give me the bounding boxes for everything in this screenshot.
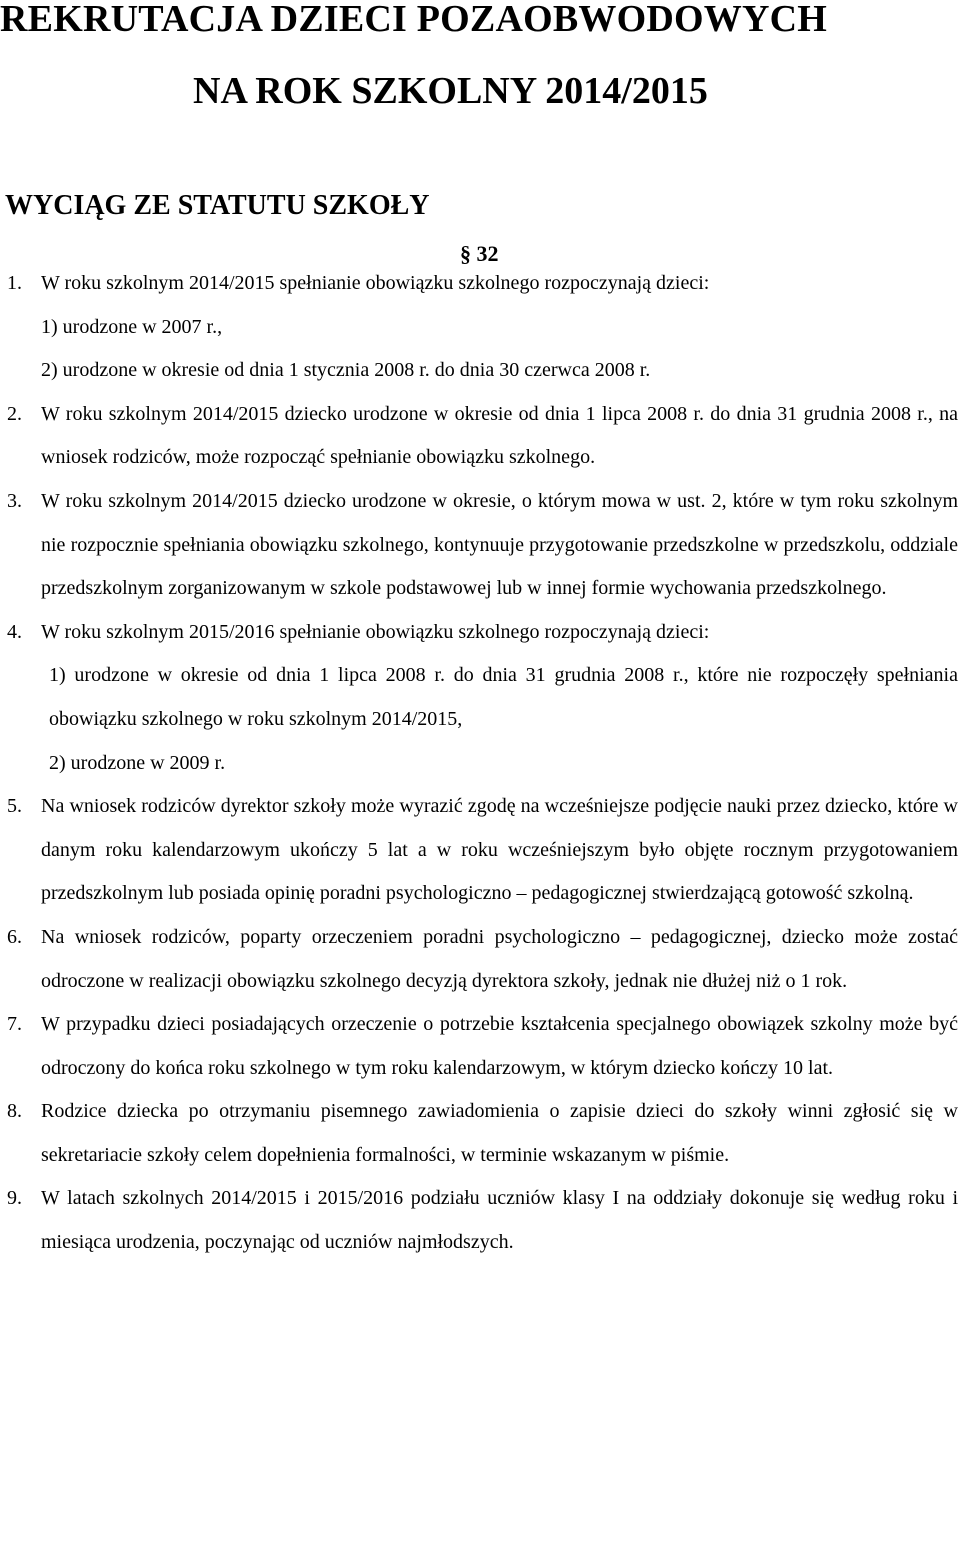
sub-item: 1) urodzone w 2007 r., xyxy=(41,315,223,338)
sub-item: 1) urodzone w okresie od dnia 1 lipca 2008 r. do dnia 31 grudnia 2008 r., które nie rozpoczęły spełniania obowiązku szkolnego w roku szkolnym 2014/2015, xyxy=(49,664,958,730)
list-item xyxy=(0,1090,958,1177)
list-item xyxy=(0,1177,958,1264)
item-text: Rodzice dziecka po otrzymaniu pisemnego zawiadomienia o zapisie dzieci do szkoły winni zgłosić się w sekretariacie szkoły celem dopełnienia formalności, w terminie wskazanym w piśmie. xyxy=(41,1100,958,1166)
list-item xyxy=(0,611,958,785)
list-item xyxy=(0,916,958,1003)
statute-content xyxy=(0,262,958,1265)
item-number: 1. xyxy=(7,272,22,294)
list-item xyxy=(0,393,958,480)
item-text: W roku szkolnym 2014/2015 dziecko urodzone w okresie, o którym mowa w ust. 2, które w tym roku szkolnym nie rozpocznie spełniania obowiązku szkolnego, kontynuuje przygotowanie przedszkolne w przedszkolu, oddziale przedszkolnym zorganizowanym w szkole podstawowej lub w innej formie wychowania przedszkolnego. xyxy=(41,489,958,600)
document-subtitle: WYCIĄG ZE STATUTU SZKOŁY xyxy=(5,190,430,221)
list-item xyxy=(0,785,958,916)
item-text: W roku szkolnym 2014/2015 spełnianie obowiązku szkolnego rozpoczynają dzieci: xyxy=(41,272,710,294)
sub-item: 2) urodzone w okresie od dnia 1 stycznia 2008 r. do dnia 30 czerwca 2008 r. xyxy=(41,359,651,382)
item-number: 2. xyxy=(7,402,22,425)
list-item xyxy=(0,1003,958,1090)
section-number: § 32 xyxy=(460,241,499,266)
item-text: W latach szkolnych 2014/2015 i 2015/2016 podziału uczniów klasy I na oddziały dokonuje się według roku i miesiąca urodzenia, poczynając od uczniów najmłodszych. xyxy=(41,1187,958,1254)
item-number: 9. xyxy=(7,1187,22,1210)
item-text: Na wniosek rodziców dyrektor szkoły może wyrazić zgodę na wcześniejsze podjęcie nauki przez dziecko, które w danym roku kalendarzowym ukończy 5 lat a w roku wcześniejszym było objęte rocznym przygotowaniem przedszkolnym lub posiada opinię poradni psychologiczno – pedagogicznej stwierdzającą gotowość szkolną. xyxy=(41,795,958,905)
item-number: 8. xyxy=(7,1100,22,1123)
document-title-year: NA ROK SZKOLNY 2014/2015 xyxy=(193,70,708,112)
item-text: W roku szkolnym 2015/2016 spełnianie obowiązku szkolnego rozpoczynają dzieci: xyxy=(41,620,710,643)
item-number: 6. xyxy=(7,925,22,948)
item-text: W roku szkolnym 2014/2015 dziecko urodzone w okresie od dnia 1 lipca 2008 r. do dnia 31 grudnia 2008 r., na wniosek rodziców, może rozpocząć spełnianie obowiązku szkolnego. xyxy=(41,402,958,469)
sub-item: 2) urodzone w 2009 r. xyxy=(49,751,226,774)
item-text: W przypadku dzieci posiadających orzeczenie o potrzebie kształcenia specjalnego obowiązek szkolny może być odroczony do końca roku szkolnego w tym roku kalendarzowym, w którym dziecko kończy 10 lat. xyxy=(41,1013,958,1079)
list-item xyxy=(0,262,958,393)
document-title: REKRUTACJA DZIECI POZAOBWODOWYCH xyxy=(0,0,827,40)
item-text: Na wniosek rodziców, poparty orzeczeniem poradni psychologiczno – pedagogicznej, dziecko może zostać odroczone w realizacji obowiązku szkolnego decyzją dyrektora szkoły, jednak nie dłużej niż o 1 rok. xyxy=(41,925,958,992)
item-number: 4. xyxy=(7,620,22,643)
item-number: 7. xyxy=(7,1013,22,1036)
item-number: 5. xyxy=(7,795,22,818)
item-number: 3. xyxy=(7,489,22,512)
list-item xyxy=(0,480,958,611)
